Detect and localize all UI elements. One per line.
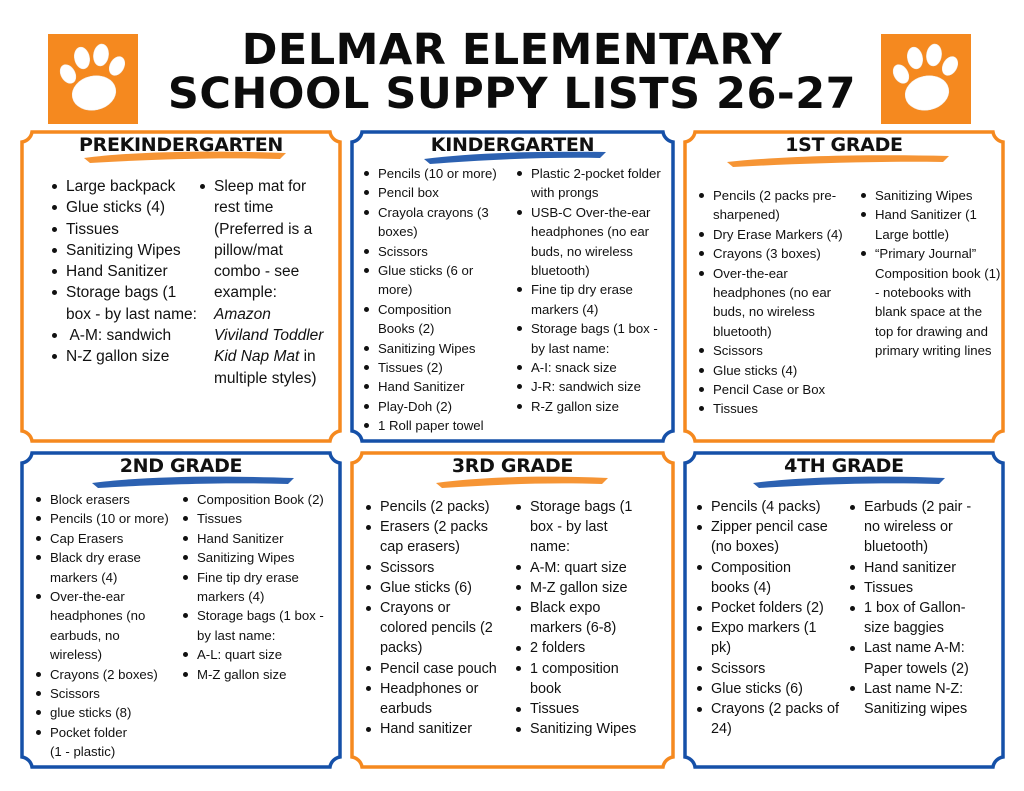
card-title: 2ND GRADE [119,455,243,477]
list-item: M-Z gallon size [514,578,670,598]
list-item: Cap Erasers [34,529,181,548]
list-column-2 [181,490,339,684]
list-item: Pencils (2 packs) [364,497,514,517]
list-item: Pocket folders (2) [695,598,848,618]
list-item: Tissues [514,699,670,719]
list-item: Black dry erase markers (4) [34,548,181,587]
list-item: Erasers (2 packs cap erasers) [364,517,514,557]
list-item: Scissors [364,558,514,578]
list-item: Tissues [848,578,1001,598]
list-item: Plastic 2-pocket folder with prongs [515,164,667,203]
card-title: 1ST GRADE [785,134,903,156]
list-item [198,176,326,389]
list-item: 1 composition book [514,659,670,699]
list-item: Fine tip dry erase markers (4) [515,280,667,319]
list-item: R-Z gallon size [515,397,667,416]
list-item: Hand sanitizer [364,719,514,739]
list-item: Hand sanitizer [848,558,1001,578]
title-line-2: SCHOOL SUPPY LISTS 26-27 [167,69,857,119]
list-item: Pencils (2 packs pre-sharpened) [697,186,859,225]
page-title [150,25,874,119]
list-item: Sanitizing Wipes [362,339,515,358]
list-item: Dry Erase Markers (4) [697,225,859,244]
item-text-tail: in multiple styles) [214,348,317,387]
list-item: Composition books (4) [695,558,848,598]
list-item: A-I: snack size [515,358,667,377]
list-item: Over-the-ear headphones (no ear buds, no wireless bluetooth) [697,264,859,342]
list-item: 2 folders [514,638,670,658]
list-item: 1 box of Gallon-size baggies [848,598,1001,638]
list-item: glue sticks (8) [34,703,181,722]
list-item: “Primary Journal” Composition book (1) - notebooks with blank space at the top for drawing and primary writing lines [859,244,1003,360]
list-item: Crayons (3 boxes) [697,244,859,263]
card-3rd-grade [350,451,675,769]
list-item: Crayons (2 packs of 24) [695,699,848,739]
list-column-2 [848,497,1001,719]
list-item: Pencil case pouch [364,659,514,679]
list-item: Storage bags (1 box - by last name: [514,497,670,558]
list-item: Tissues (2) [362,358,515,377]
list-column-1 [34,490,181,762]
list-item: Scissors [695,659,848,679]
list-item: Scissors [697,341,859,360]
list-item: M-Z gallon size [181,665,339,684]
list-column-1 [50,176,198,368]
list-item: Hand Sanitizer [181,529,339,548]
list-item: 1 Roll paper towel [362,416,515,435]
list-item: Over-the-ear headphones (no earbuds, no wireless) [34,587,181,665]
item-text: Sleep mat for rest time (Preferred is a pillow/mat combo - see example: [214,178,313,302]
list-item: Sanitizing Wipes [859,186,1003,205]
card-2nd-grade [20,451,342,769]
card-title: 4TH GRADE [784,455,904,477]
list-column-1 [362,164,515,436]
card-title: PREKINDERGARTEN [78,134,284,156]
card-title: KINDERGARTEN [430,134,595,156]
list-item: Crayons (2 boxes) [34,665,181,684]
tiger-paw-icon [48,34,138,124]
list-item: Hand Sanitizer [362,377,515,396]
list-item: Block erasers [34,490,181,509]
list-item: A-M: quart size [514,558,670,578]
list-item: Scissors [34,684,181,703]
list-column-2 [514,497,670,739]
list-item: Large backpack [50,176,198,197]
list-item: Hand Sanitizer [50,261,198,282]
list-item: Scissors [362,242,515,261]
list-item: Composition Books (2) [362,300,515,339]
title-line-1: DELMAR ELEMENTARY [241,25,783,75]
card-title: 3RD GRADE [451,455,574,477]
item-emphasis: Amazon Viviland Toddler Kid Nap Mat [214,305,324,366]
list-item: Headphones or earbuds [364,679,514,719]
list-item: A-M: sandwich [50,325,198,346]
list-item: Black expo markers (6-8) [514,598,670,638]
list-column-2 [859,186,1003,361]
list-item: A-L: quart size [181,645,339,664]
list-item: Sanitizing Wipes [514,719,670,739]
list-item: Tissues [181,509,339,528]
card-prekindergarten [20,130,342,443]
list-item: Pencil Case or Box [697,380,859,399]
list-item: Last name N-Z: Sanitizing wipes [848,679,1001,719]
list-item: USB-C Over-the-ear headphones (no ear buds, no wireless bluetooth) [515,203,667,281]
list-item: Pencil box [362,183,515,202]
list-item: Storage bags (1 box - by last name: [515,319,667,358]
list-item: Hand Sanitizer (1 Large bottle) [859,205,1003,244]
list-item: Pencils (4 packs) [695,497,848,517]
list-item: Play-Doh (2) [362,397,515,416]
list-item: Tissues [50,219,198,240]
list-item: Earbuds (2 pair - no wireless or bluetooth) [848,497,1001,558]
list-item: Sanitizing Wipes [181,548,339,567]
list-column-2 [515,164,667,416]
list-item: Crayons or colored pencils (2 packs) [364,598,514,659]
list-item: Composition Book (2) [181,490,339,509]
list-item: Fine tip dry erase markers (4) [181,568,339,607]
list-item: Last name A-M: Paper towels (2) [848,638,1001,678]
list-item: Tissues [697,399,859,418]
list-item: Pencils (10 or more) [362,164,515,183]
list-column-1 [697,186,859,419]
list-item: Storage bags (1 box - by last name: [50,282,198,325]
list-item: Pocket folder (1 - plastic) [34,723,181,762]
card-4th-grade [683,451,1005,769]
list-item: Glue sticks (4) [697,361,859,380]
list-item: N-Z gallon size [50,346,198,367]
list-item: Crayola crayons (3 boxes) [362,203,515,242]
list-item: Glue sticks (6 or more) [362,261,515,300]
list-item: Expo markers (1 pk) [695,618,848,658]
card-kindergarten [350,130,675,443]
list-column-1 [695,497,848,739]
list-item: Storage bags (1 box - by last name: [181,606,339,645]
list-item: Pencils (10 or more) [34,509,181,528]
list-item: Glue sticks (6) [695,679,848,699]
list-column-2 [198,176,326,389]
list-column-1 [364,497,514,739]
list-item: Glue sticks (6) [364,578,514,598]
tiger-paw-icon [881,34,971,124]
list-item: Zipper pencil case (no boxes) [695,517,848,557]
card-1st-grade [683,130,1005,443]
list-item: J-R: sandwich size [515,377,667,396]
list-item: Sanitizing Wipes [50,240,198,261]
list-item: Glue sticks (4) [50,197,198,218]
